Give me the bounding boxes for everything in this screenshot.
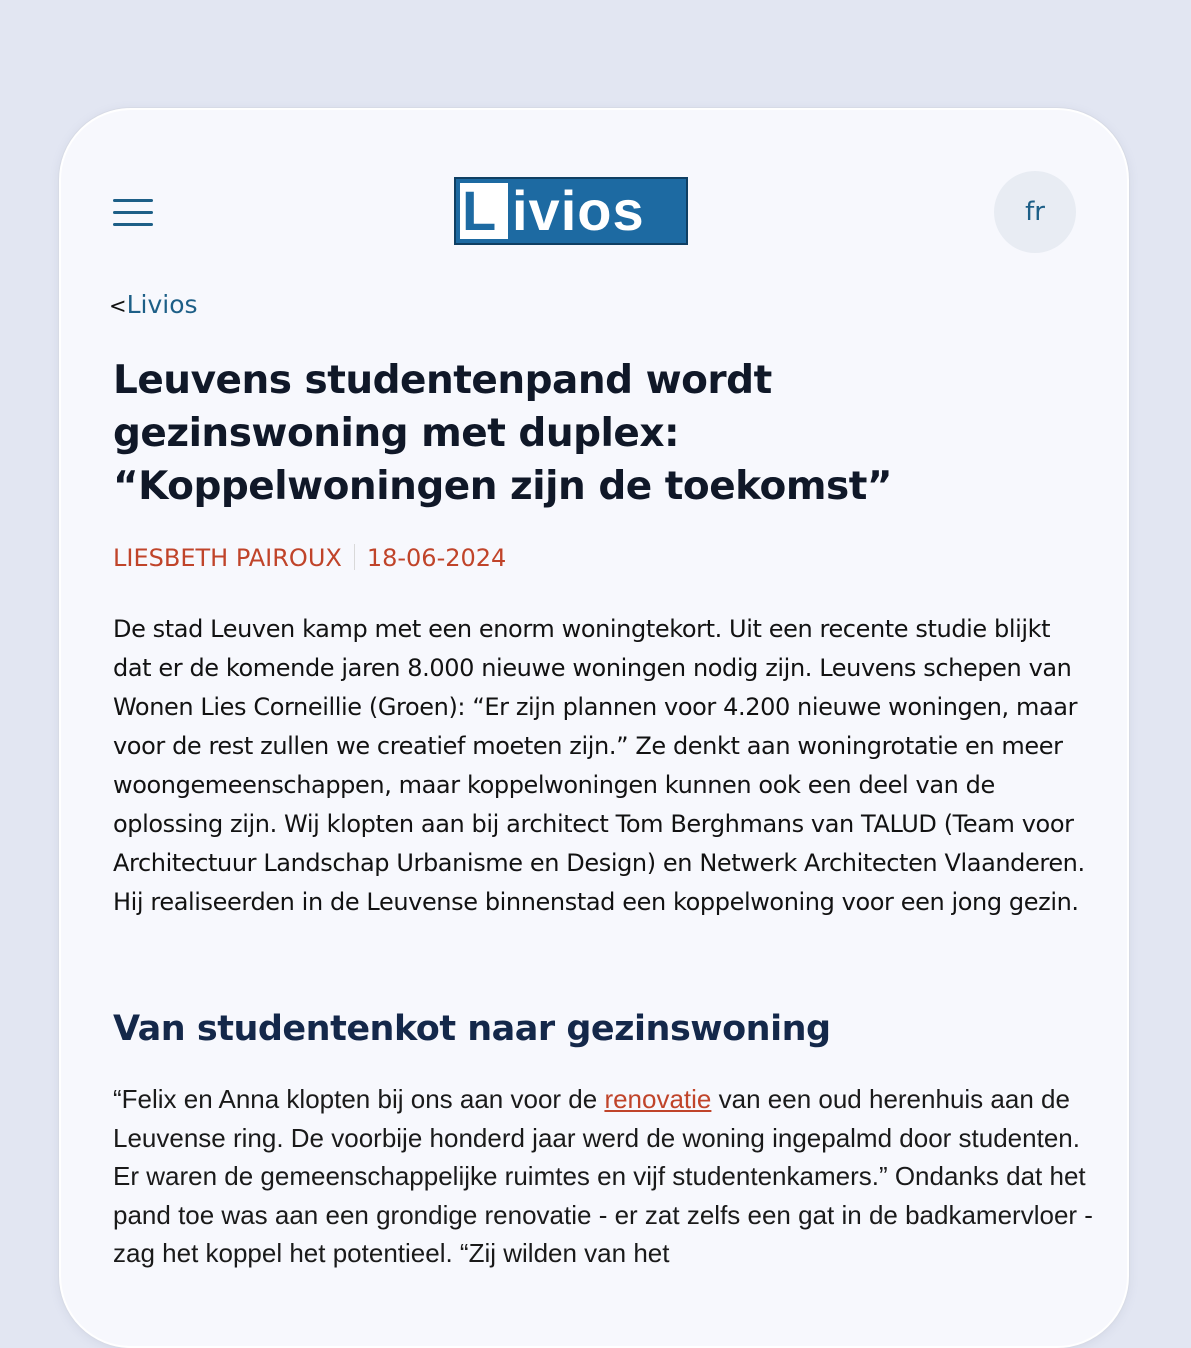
logo-letter-l: L bbox=[462, 179, 497, 242]
section-heading: Van studentenkot naar gezinswoning bbox=[113, 1009, 831, 1049]
renovatie-link[interactable]: renovatie bbox=[604, 1084, 712, 1114]
byline-divider bbox=[354, 544, 355, 570]
publish-date: 18-06-2024 bbox=[366, 544, 507, 572]
paragraph-text-start: “Felix en Anna klopten bij ons aan voor de bbox=[113, 1084, 605, 1114]
logo-wordmark: ivios bbox=[512, 179, 645, 242]
menu-line bbox=[113, 211, 153, 214]
breadcrumb-label: Livios bbox=[126, 290, 198, 319]
device-frame bbox=[59, 108, 1129, 1348]
author-name[interactable]: LIESBETH PAIROUX bbox=[113, 544, 342, 572]
article-title: Leuvens studentenpand wordt gezinswoning met duplex: “Koppelwoningen zijn de toekomst” bbox=[113, 358, 892, 509]
language-switch-button[interactable]: fr bbox=[994, 171, 1076, 253]
menu-line bbox=[113, 223, 153, 226]
article-intro: De stad Leuven kamp met een enorm woningtekort. Uit een recente studie blijkt dat er de komende jaren 8.000 nieuwe woningen nodig zijn. Leuvens schepen van Wonen Lies Corneillie (Groen): “Er zijn plannen voor 4.200 nieuwe woningen, maar voor de rest zullen we creatief moeten zijn.” Ze denkt aan woningrotatie en meer woongemeenschappen, maar koppelwoningen kunnen ook een deel van de oplossing zijn. Wij klopten aan bij architect Tom Berghmans van TALUD (Team voor Architectuur Landschap Urbanisme en Design) en Netwerk Architecten Vlaanderen. Hij realiseerden in de Leuvense binnenstad een koppelwoning voor een jong gezin. bbox=[113, 615, 1085, 916]
hamburger-menu-icon[interactable] bbox=[113, 196, 155, 230]
chevron-left-icon: < bbox=[109, 294, 127, 318]
paragraph-text-end: van een oud herenhuis aan de Leuvense ring. De voorbije honderd jaar werd de woning ingepalmd door studenten. Er waren de gemeenschappelijke ruimtes en vijf studentenkamers.” Ondanks dat het pand toe was aan een grondige renovatie - er zat zelfs een gat in de badkamervloer - zag het koppel het potentieel. “Zij wilden van het bbox=[113, 1084, 1093, 1268]
article-byline bbox=[113, 544, 506, 572]
menu-line bbox=[113, 199, 153, 202]
article-paragraph bbox=[113, 1080, 1093, 1273]
breadcrumb-back-link[interactable] bbox=[109, 290, 198, 319]
livios-logo[interactable] bbox=[454, 177, 688, 245]
